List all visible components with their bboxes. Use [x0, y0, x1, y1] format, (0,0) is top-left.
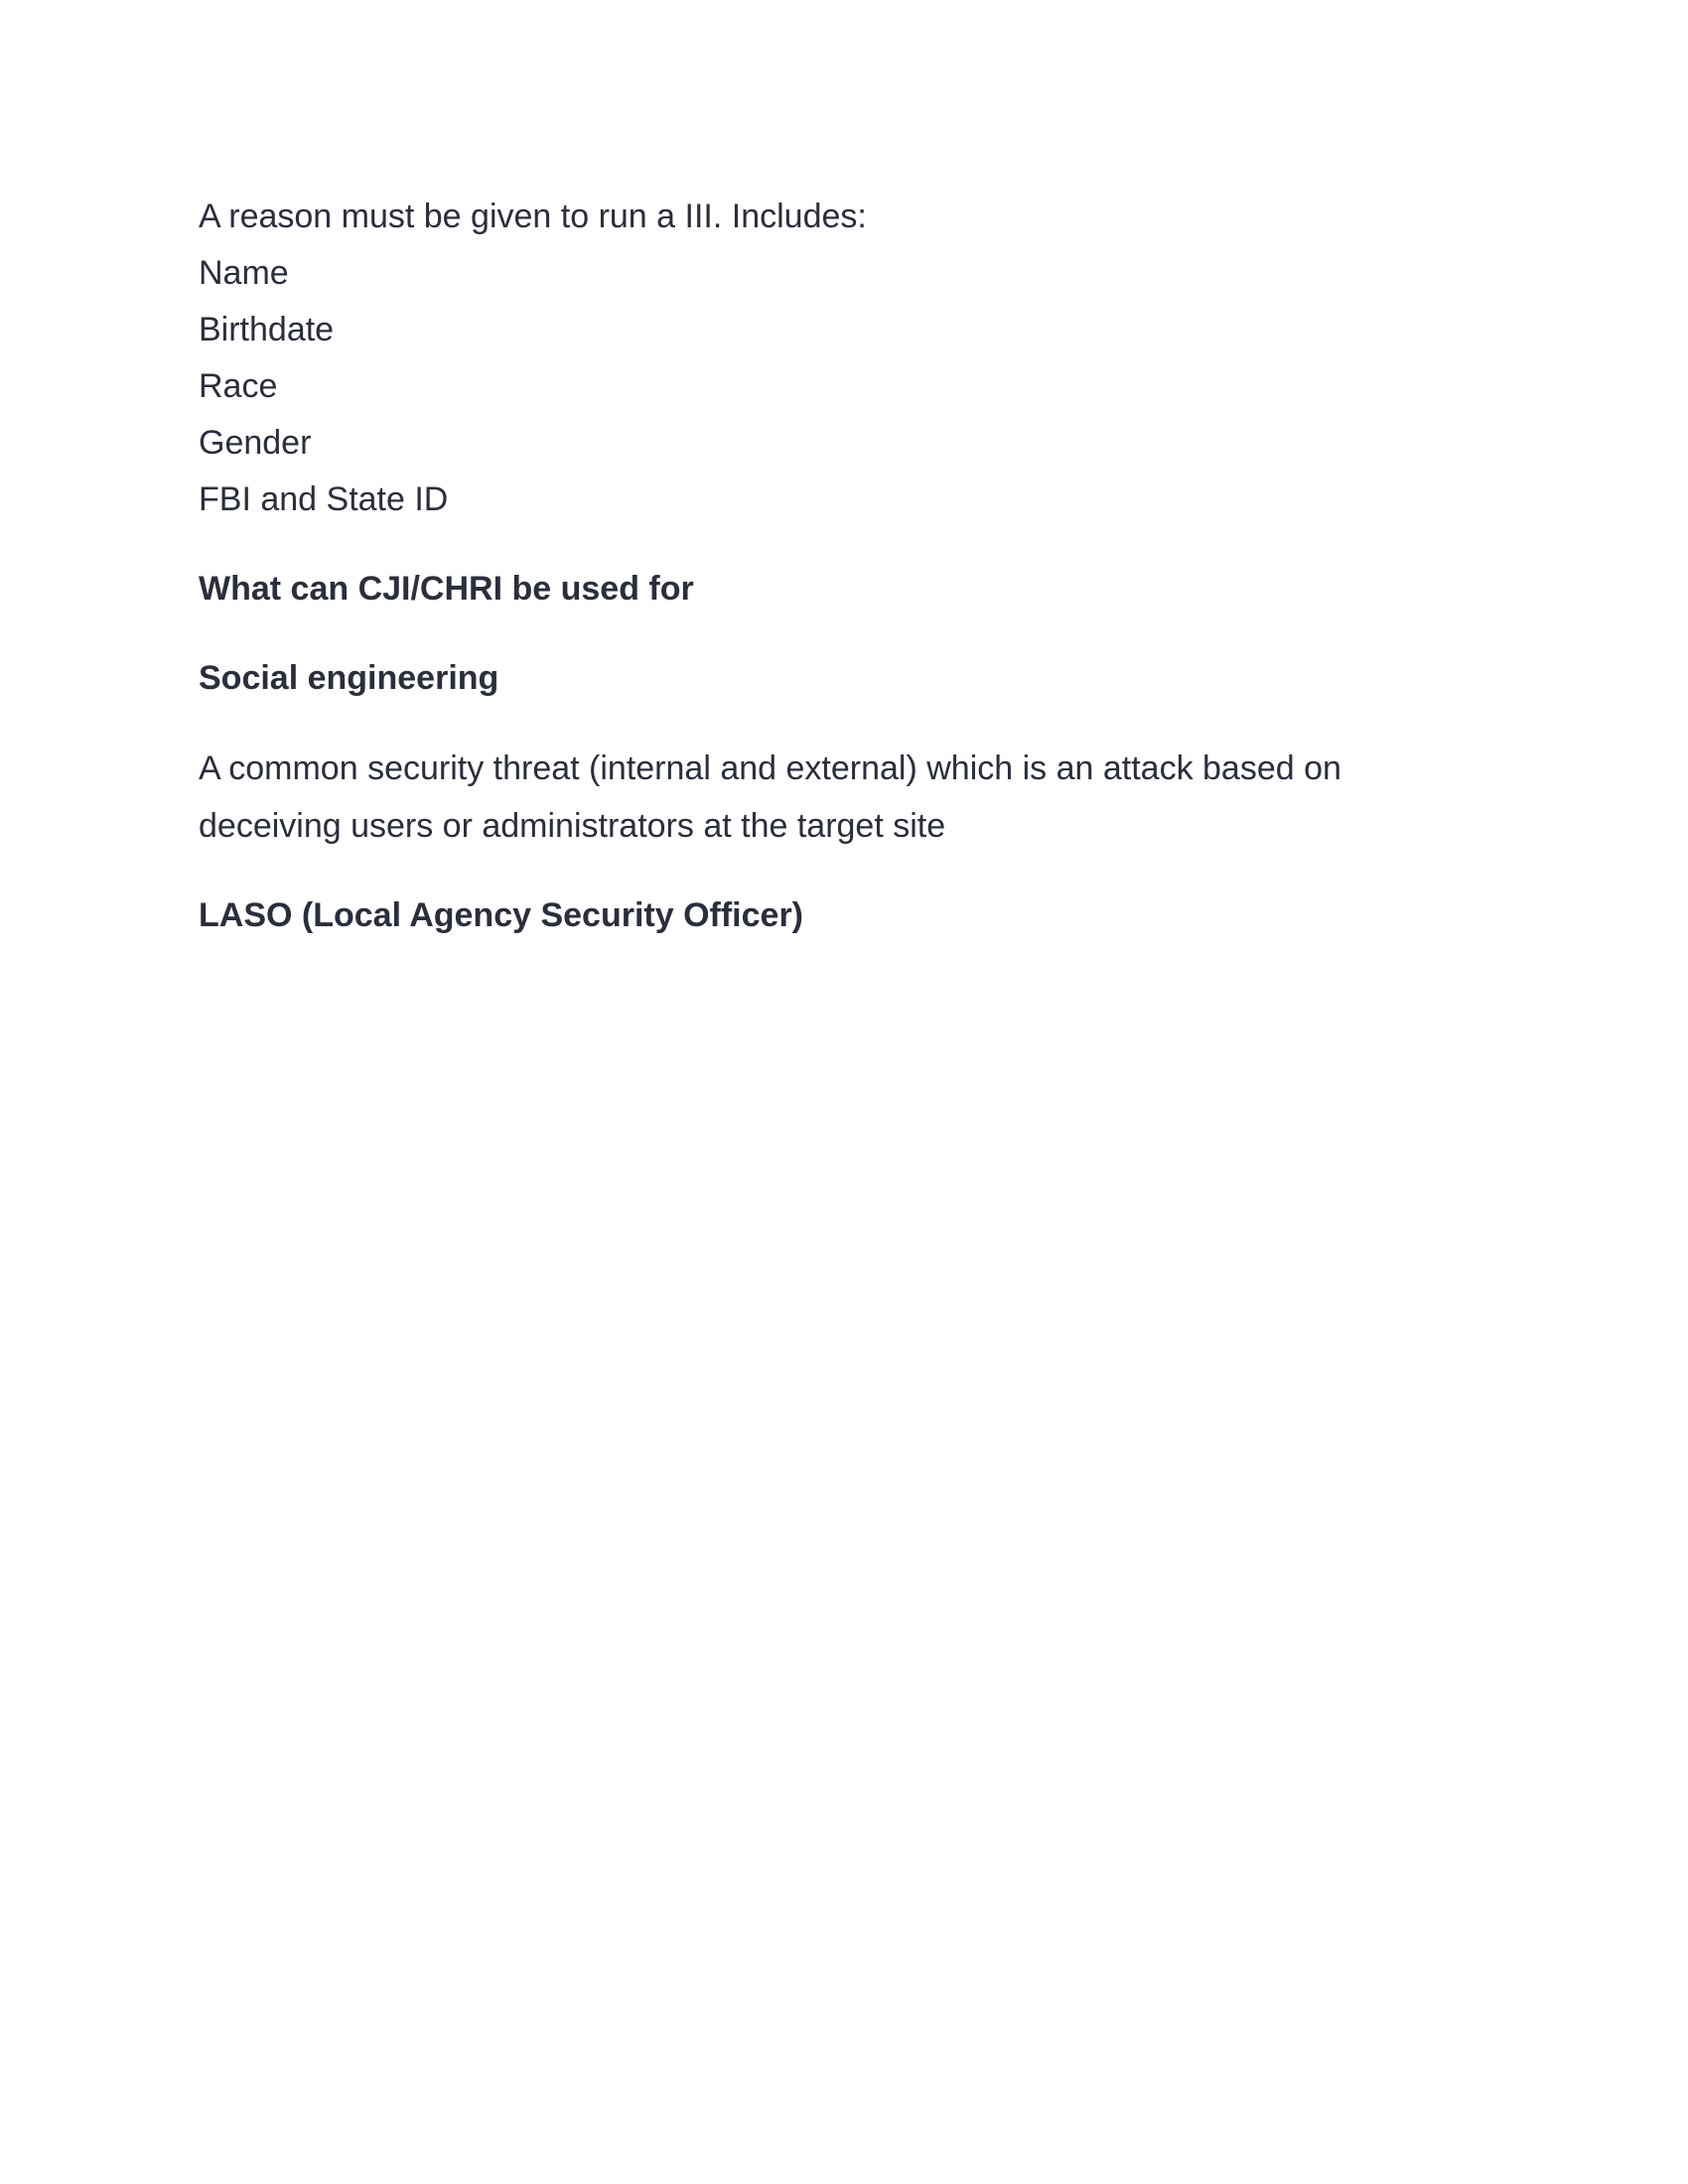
list-item-name: Name	[199, 254, 289, 292]
heading-social-engineering: Social engineering	[199, 659, 499, 697]
list-item-gender: Gender	[199, 424, 312, 462]
spacer	[199, 855, 1479, 887]
heading-cji-usage: What can CJI/CHRI be used for	[199, 570, 694, 608]
intro-text: A reason must be given to run a III. Includes:	[199, 198, 867, 235]
document-page	[199, 189, 1479, 944]
spacer	[199, 707, 1479, 740]
spacer	[199, 617, 1479, 650]
spacer	[199, 528, 1479, 561]
heading-laso: LASO (Local Agency Security Officer)	[199, 896, 803, 934]
list-item-fbi-state-id: FBI and State ID	[199, 480, 449, 518]
social-engineering-definition: A common security threat (internal and external) which is an attack based on deceiving users or administrators at the target site	[199, 750, 1341, 845]
list-item-race: Race	[199, 367, 278, 405]
list-item-birthdate: Birthdate	[199, 311, 335, 348]
